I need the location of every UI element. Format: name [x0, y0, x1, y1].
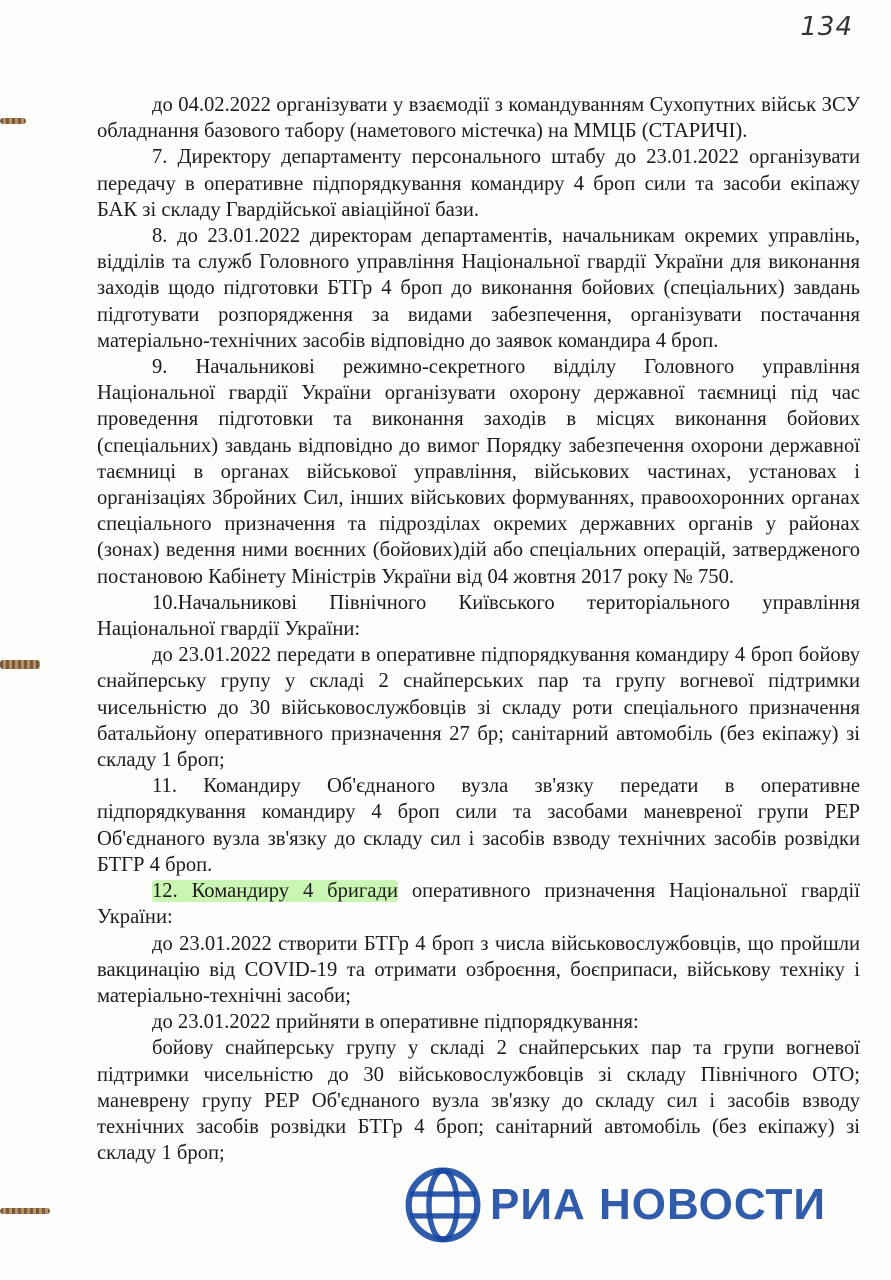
paragraph-9: 9. Начальникові режимно-секретного відділу Головного управління Національної гвардії України організувати охорону державної таємниці під час проведення підготовки та виконання заходів в місцях виконання бойових (спеціальних) завдань відповідно до вимог Порядку забезпечення охорони державної таємниці в органах військової управління, військових частинах, установах і організаціях Збройних Сил, інших військових формуваннях, правоохоронних органах спеціального призначення та підрозділах окремих державних органів у районах (зонах) ведення ними воєнних (бойових)дій або спеціальних операцій, затвердженого постановою Кабінету Міністрів України від 04 жовтня 2017 року № 750.	[97, 356, 860, 588]
paragraph-6-continuation: до 04.02.2022 організувати у взаємодії з командуванням Сухопутних військ ЗСУ обладнання базового табору (наметового містечка) на ММЦБ (СТАРИЧІ).	[97, 94, 860, 143]
binding-thread	[0, 1208, 50, 1214]
highlighted-text: 12. Командиру 4 бригади	[152, 880, 398, 903]
paragraph-10: 10.Начальникові Північного Київського територіального управління Національної гвардії України:	[97, 591, 860, 641]
binding-thread	[0, 660, 40, 669]
paragraph-12-item-3: бойову снайперську групу у складі 2 снайперських пар та групи вогневої підтримки чисельністю до 30 військовослужбовців зі складу Північного ОТО; маневрену групу РЕР Об'єднаного вузла зв'язку до складу сил і засобів взводу технічних засобів розвідки БТГр 4 броп; санітарний автомобіль (без екіпажу) зі складу 1 броп;	[97, 1037, 860, 1165]
document-body	[97, 92, 860, 1166]
paragraph-11: 11. Командиру Об'єднаного вузла зв'язку передати в оперативне підпорядкування командиру 4 броп сили та засобами маневреної групи РЕР Об'єднаного вузла зв'язку до складу сил і засобів взводу технічних засобів розвідки БТГР 4 броп.	[97, 775, 860, 876]
paragraph-12-item-2: до 23.01.2022 прийняти в оперативне підпорядкування:	[152, 1011, 639, 1034]
ria-novosti-watermark	[404, 1160, 844, 1250]
paragraph-12	[97, 878, 860, 930]
paragraph-12-item-1: до 23.01.2022 створити БТГр 4 броп з числа військовослужбовців, що пройшли вакцинацію від COVID-19 та отримати озброєння, боєприпаси, військову техніку і матеріально-технічні засоби;	[97, 932, 860, 1007]
handwritten-page-number: 134	[800, 12, 853, 42]
paragraph-8: 8. до 23.01.2022 директорам департаментів, начальникам окремих управлінь, відділів та служб Головного управління Національної гвардії України для виконання заходів щодо підготовки БТГр 4 броп до виконання бойових (спеціальних) завдань підготувати розпорядження за видами забезпечення, організувати постачання матеріально-технічних засобів відповідно до заявок командира 4 броп.	[97, 225, 860, 352]
binding-thread	[0, 118, 26, 124]
watermark-text: РИА НОВОСТИ	[490, 1180, 827, 1229]
globe-logo-icon	[404, 1166, 482, 1244]
paragraph-7: 7. Директору департаменту персонального штабу до 23.01.2022 організувати передачу в оперативне підпорядкування командиру 4 броп сили та засоби екіпажу БАК зі складу Гвардійської авіаційної бази.	[97, 146, 860, 221]
paragraph-12-rest: оперативного призначення Національної гвардії України:	[97, 880, 860, 929]
paragraph-10-item: до 23.01.2022 передати в оперативне підпорядкування командиру 4 броп бойову снайперську групу у складі 2 снайперських пар та групу вогневої підтримки чисельністю до 30 військовослужбовців зі складу роти спеціального призначення батальйону оперативного призначення 27 бр; санітарний автомобіль (без екіпажу) зі складу 1 броп;	[97, 644, 860, 772]
